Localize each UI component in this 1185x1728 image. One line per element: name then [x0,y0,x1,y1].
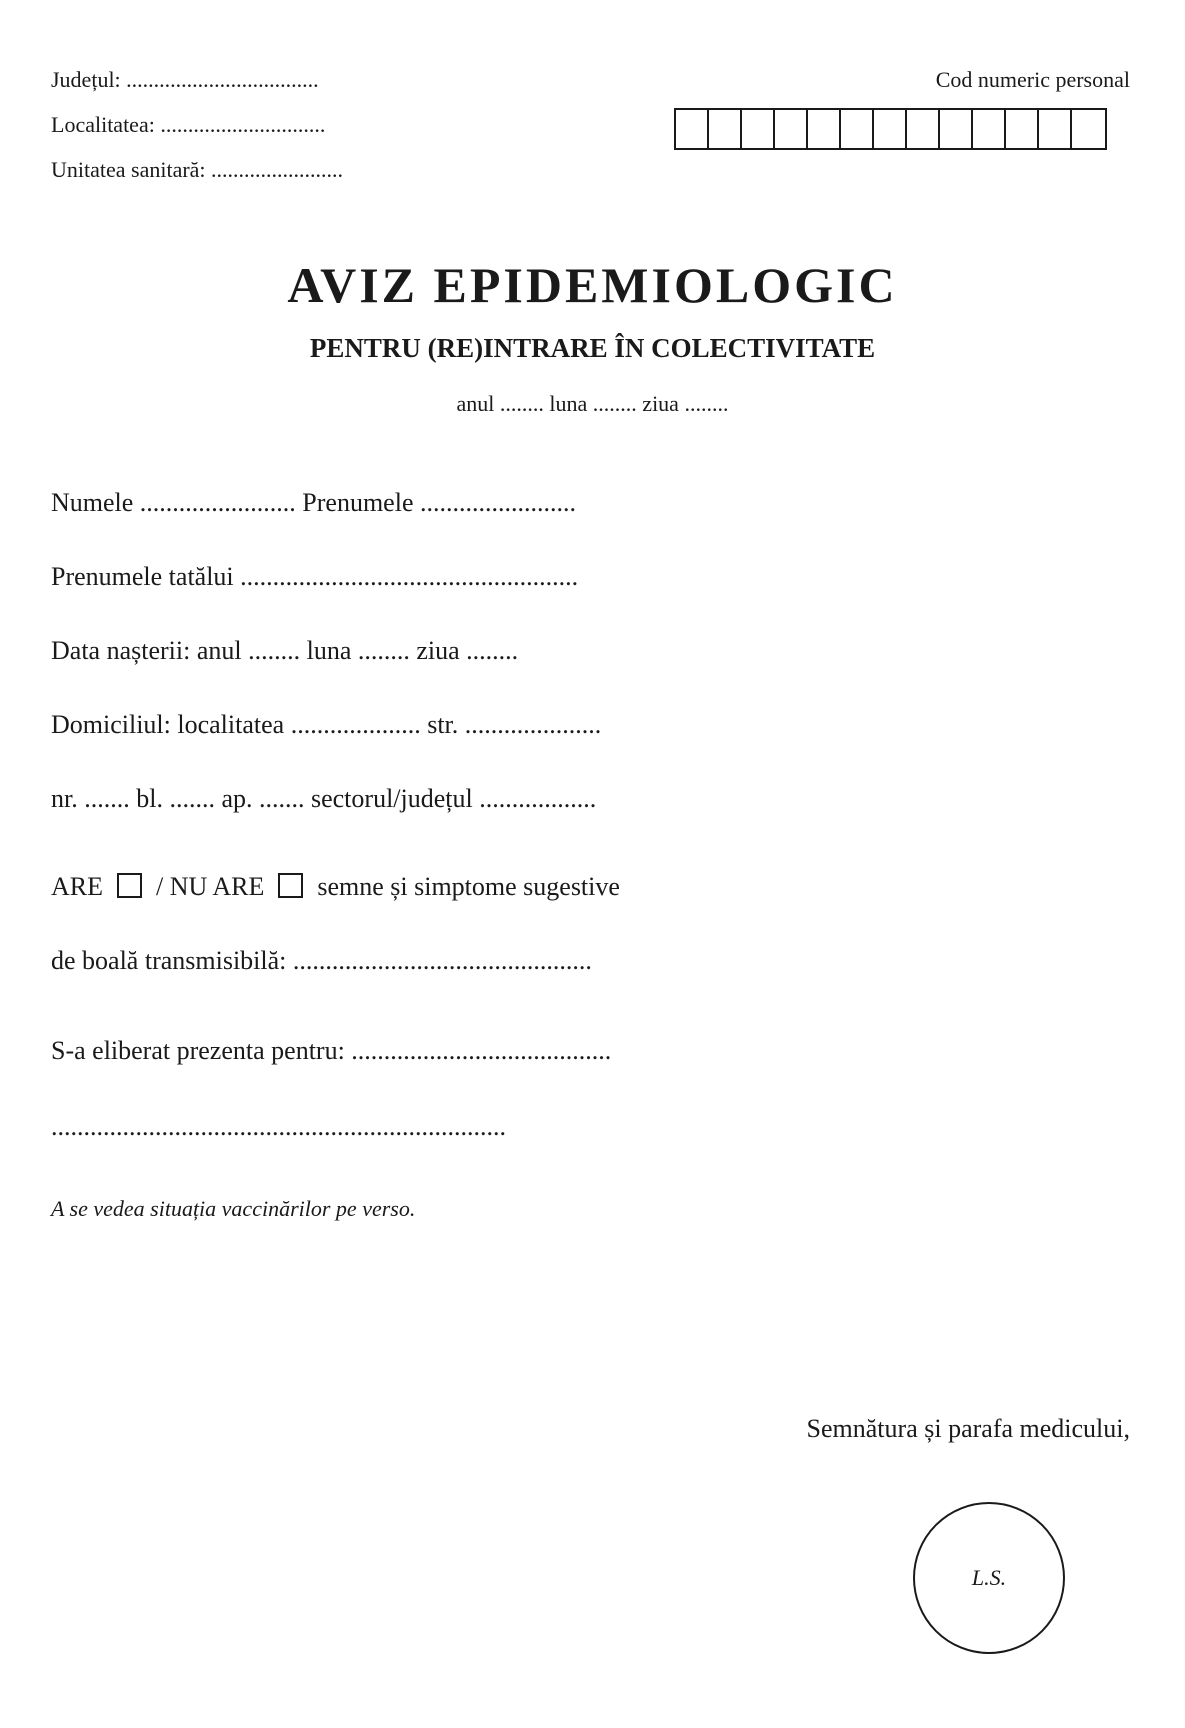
document-title: AVIZ EPIDEMIOLOGIC [287,257,898,313]
issue-date-line: anul ........ luna ........ ziua ........ [456,391,729,416]
father-name-field: Prenumele tatălui .................................................... [51,562,579,591]
cnp-digit-box[interactable] [676,110,709,148]
cnp-digit-box[interactable] [1006,110,1039,148]
symptoms-row [51,872,620,902]
cnp-digit-box[interactable] [1072,110,1105,148]
doctor-signature-label: Semnătura și parafa medicului, [806,1414,1130,1443]
cnp-digit-box[interactable] [874,110,907,148]
issued-for-field: S-a eliberat prezenta pentru: ........................................ [51,1036,612,1065]
nu-are-label: / NU ARE [156,872,265,901]
judet-field: Județul: ................................... [51,67,319,92]
symptoms-text: semne și simptome sugestive [317,872,620,901]
cnp-digit-box[interactable] [841,110,874,148]
cnp-digit-box[interactable] [742,110,775,148]
cnp-digit-box[interactable] [973,110,1006,148]
name-field: Numele ........................ Prenumele ........................ [51,488,576,517]
cnp-digit-box[interactable] [907,110,940,148]
document-subtitle: PENTRU (RE)INTRARE ÎN COLECTIVITATE [309,333,876,363]
seal-circle [913,1502,1065,1654]
disease-field: de boală transmisibilă: .............................................. [51,946,592,975]
cnp-label: Cod numeric personal [935,67,1130,92]
address-field: nr. ....... bl. ....... ap. ....... sectorul/județul .................. [51,784,597,813]
unitate-sanitara-field: Unitatea sanitară: ........................ [51,157,344,182]
cnp-digit-box[interactable] [775,110,808,148]
cnp-digit-box[interactable] [709,110,742,148]
seal-label: L.S. [971,1565,1007,1590]
localitate-field: Localitatea: .............................. [51,112,326,137]
cnp-digit-box[interactable] [940,110,973,148]
cnp-digit-box[interactable] [1039,110,1072,148]
vaccination-note: A se vedea situația vaccinărilor pe verso. [51,1196,416,1221]
nu-are-checkbox[interactable] [278,873,303,898]
cnp-digit-box[interactable] [808,110,841,148]
domicile-field: Domiciliul: localitatea .................... str. ..................... [51,710,602,739]
birth-date-field: Data nașterii: anul ........ luna ........ ziua ........ [51,636,519,665]
cnp-boxes [674,108,1107,150]
are-label: ARE [51,872,103,901]
issued-for-extra-line: ...................................................................... [51,1112,506,1141]
are-checkbox[interactable] [117,873,142,898]
